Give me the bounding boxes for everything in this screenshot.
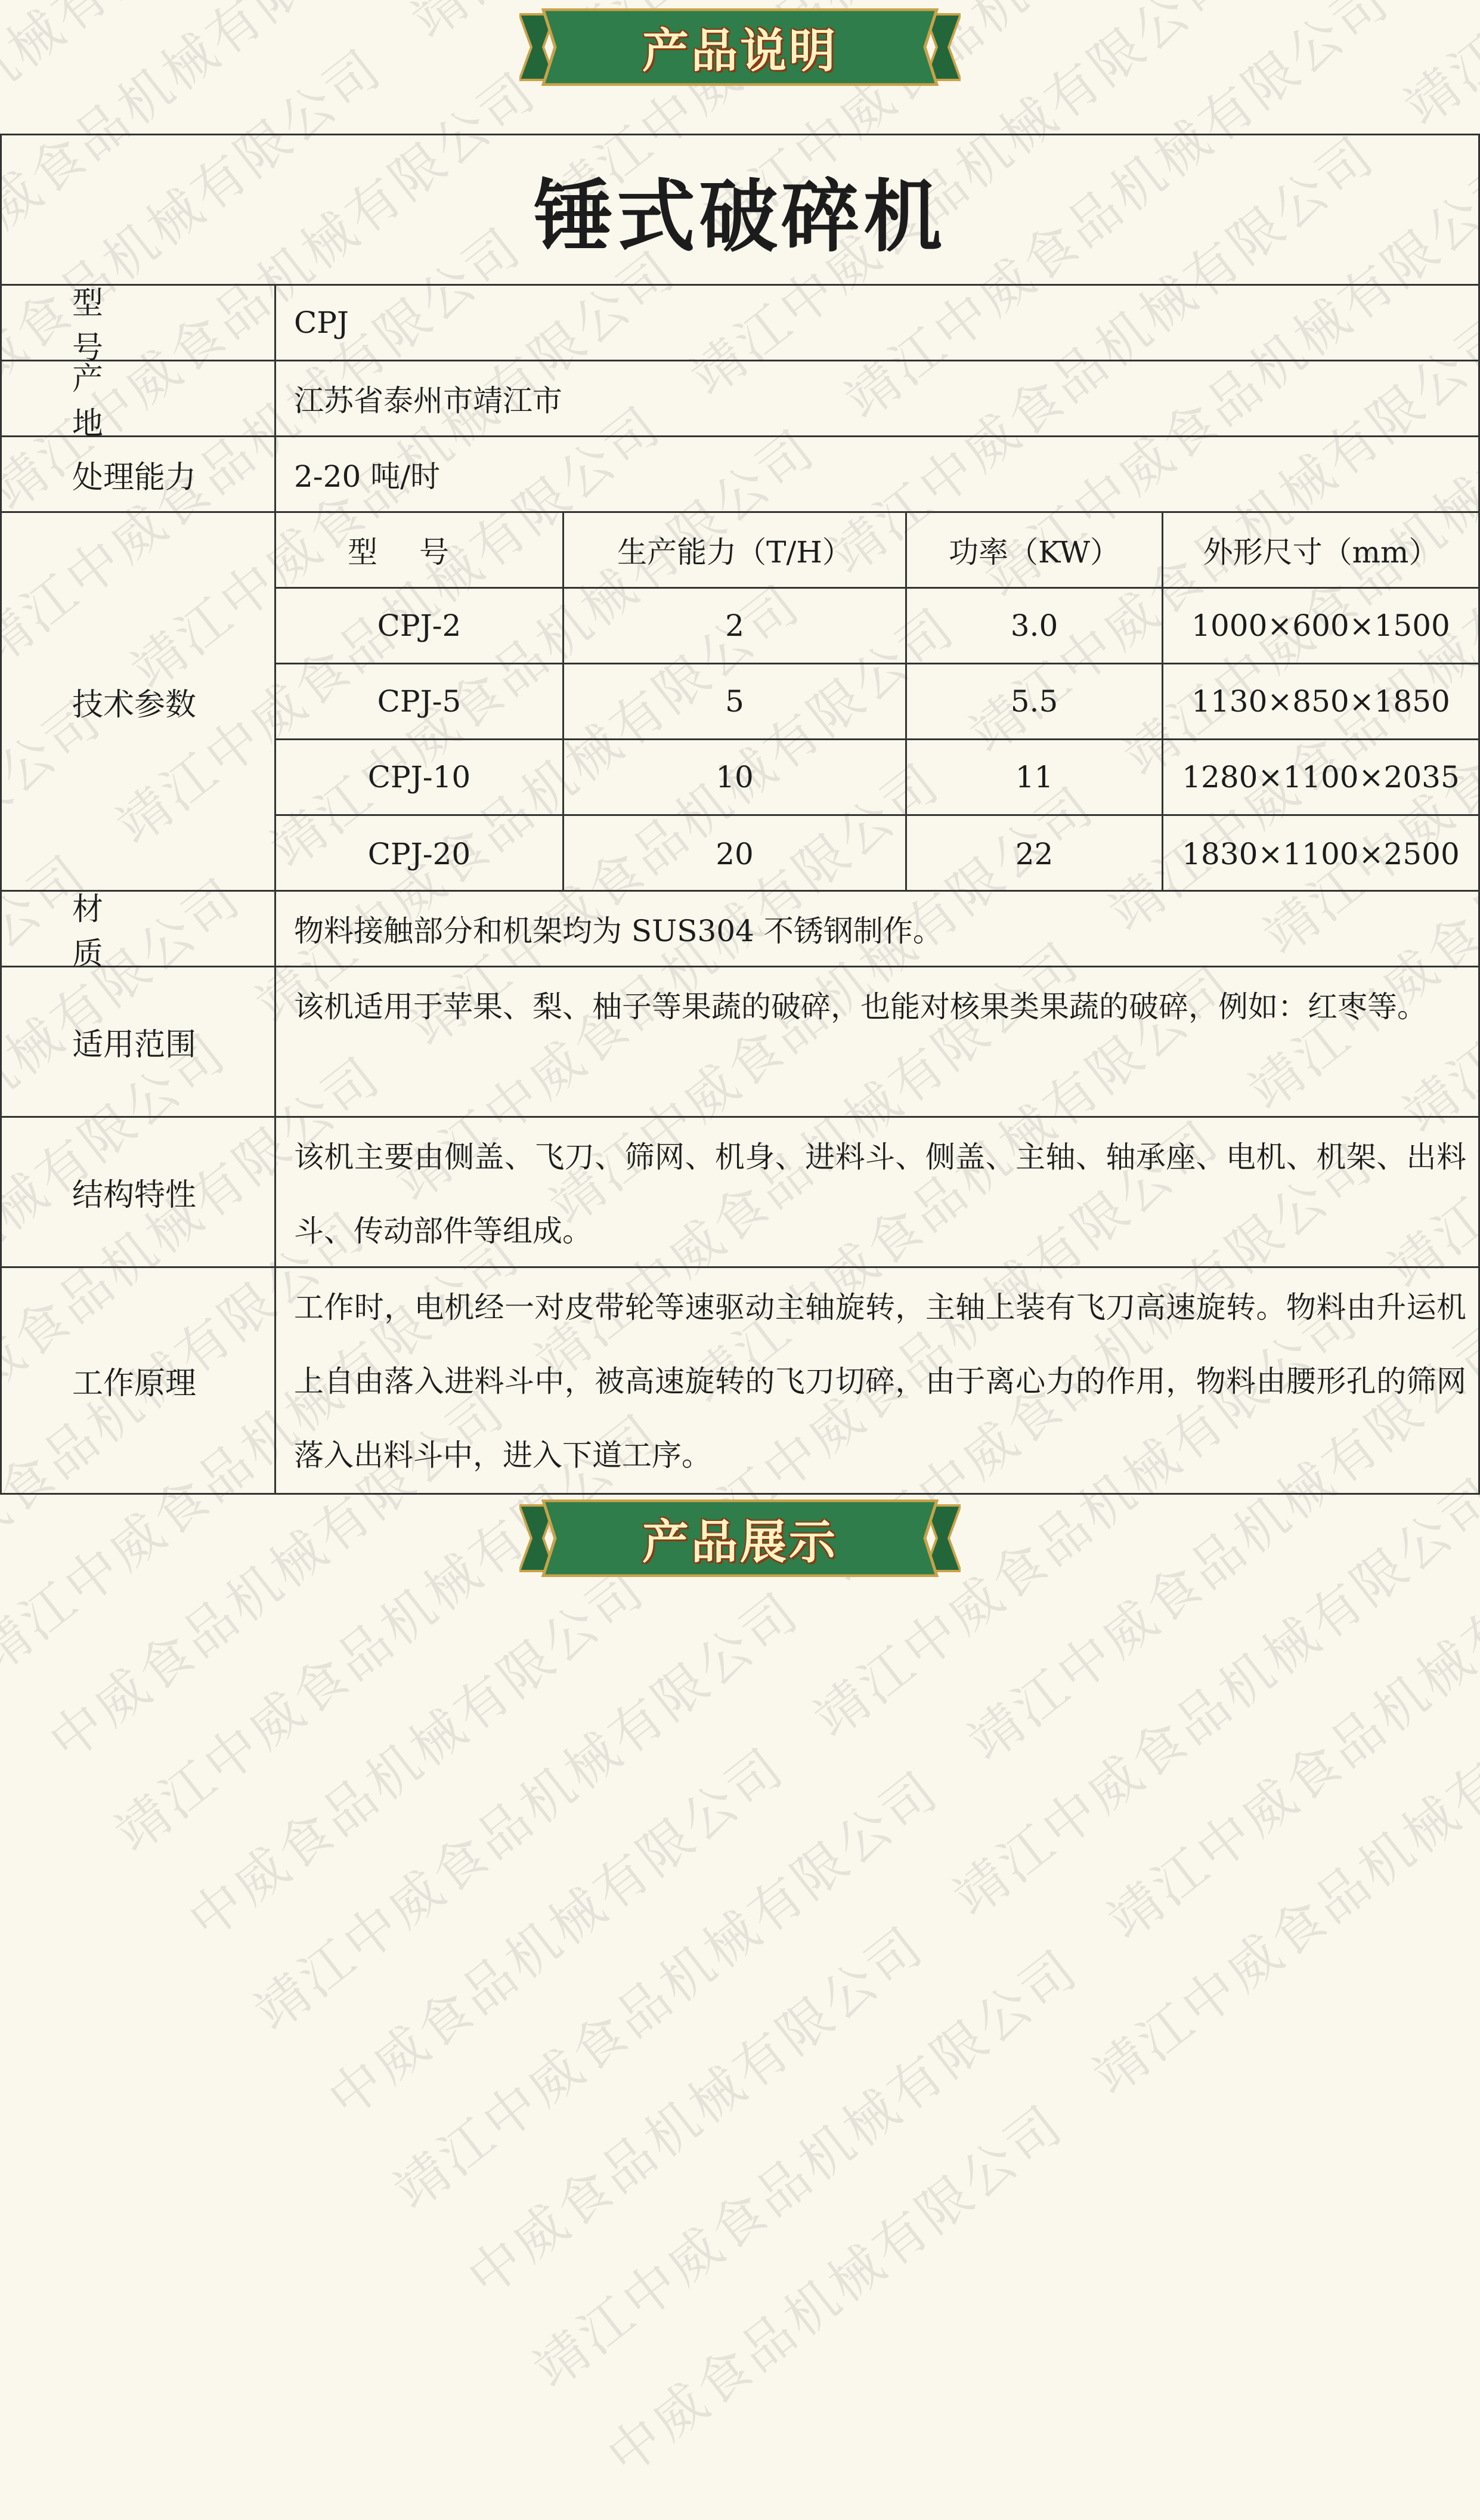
row-label: 型号 <box>2 286 276 360</box>
tech-cell: 5 <box>564 664 907 738</box>
banner-title: 产品展示 <box>519 1499 961 1577</box>
row-value: 该机适用于苹果、梨、柚子等果蔬的破碎，也能对核果类果蔬的破碎，例如：红枣等。 <box>276 967 1478 1116</box>
watermark-text: 靖江中威食品机械有限公司 靖江中威食品机械有限公司 <box>492 1026 1480 2520</box>
tech-cell: 1830×1100×2500 <box>1163 816 1478 892</box>
watermark-text: 靖江中威食品机械有限公司 靖江中威食品机械有限公司 靖江中威食品机械有限公司 <box>228 579 1480 2064</box>
watermark-text: 靖江中威食品机械有限公司 靖江中威食品机械有限公司 靖江中威食品机械有限公司 <box>0 311 1480 1862</box>
row-value: 江苏省泰州市靖江市 <box>276 361 1478 435</box>
tech-cell: 22 <box>907 816 1163 892</box>
tech-cell: CPJ-20 <box>276 816 564 892</box>
row-label: 处理能力 <box>2 437 276 511</box>
tech-cell: 1000×600×1500 <box>1163 589 1478 663</box>
tech-cell: 1280×1100×2035 <box>1163 740 1478 814</box>
tech-header-cell: 生产能力（T/H） <box>564 513 907 587</box>
banner-title: 产品说明 <box>519 8 961 86</box>
watermark-text: 靖江中威食品机械有限公司 靖江中威食品机械有限公司 <box>646 1115 1480 2519</box>
tech-header-cell: 功率（KW） <box>907 513 1163 587</box>
tech-cell: 1130×850×1850 <box>1163 664 1478 738</box>
watermark-text: 靖江中威食品机械有限公司 靖江中威食品机械有限公司 靖江中威食品机械有限公司 <box>73 490 1480 2040</box>
tech-cell: CPJ-5 <box>276 664 564 738</box>
row-label: 结构特性 <box>2 1118 276 1266</box>
row-value: 工作时，电机经一对皮带轮等速驱动主轴旋转，主轴上装有飞刀高速旋转。物料由升运机上自由落入进料斗中，被高速旋转的飞刀切碎，由于离心力的作用，物料由腰形孔的筛网落入出料斗中，进入下道工序。 <box>276 1268 1478 1493</box>
tech-header-cell: 型号 <box>276 513 564 587</box>
watermark-text: 靖江中威食品机械有限公司 靖江中威食品机械有限公司 <box>352 847 1480 2398</box>
tech-cell: 5.5 <box>907 664 1163 738</box>
row-label: 材质 <box>2 892 276 966</box>
watermark-text: 靖江中威食品机械有限公司 靖江中威食品机械有限公司 <box>506 936 1480 2421</box>
tech-cell: 10 <box>564 740 907 814</box>
tech-header-cell: 外形尺寸（mm） <box>1163 513 1478 587</box>
watermark-text: 靖江中威食品机械有限公司 靖江中威食品机械有限公司 <box>367 757 1480 2242</box>
row-label: 产地 <box>2 361 276 435</box>
tech-cell: 2 <box>564 589 907 663</box>
tech-cell: CPJ-10 <box>276 740 564 814</box>
row-label: 适用范围 <box>2 967 276 1116</box>
tech-cell: CPJ-2 <box>276 589 564 663</box>
tech-cell: 3.0 <box>907 589 1163 663</box>
row-value: 物料接触部分和机架均为 SUS304 不锈钢制作。 <box>276 892 1478 966</box>
watermark-text: 靖江中威食品机械有限公司 靖江中威食品机械有限公司 靖江中威食品机械有限公司 <box>213 669 1480 2219</box>
row-label: 技术参数 <box>2 513 276 890</box>
watermark-text: 靖江中威食品机械有限公司 靖江中威食品机械有限公司 靖江中威食品机械有限公司 <box>88 401 1480 1885</box>
row-value: CPJ <box>276 286 1478 360</box>
page-title: 锤式破碎机 <box>2 135 1478 286</box>
tech-cell: 20 <box>564 816 907 892</box>
row-value: 该机主要由侧盖、飞刀、筛网、机身、进料斗、侧盖、主轴、轴承座、电机、机架、出料斗、传动部件等组成。 <box>276 1118 1478 1266</box>
row-value: 2-20 吨/时 <box>276 437 1478 511</box>
watermark-text: 靖江中威食品机械有限公司 靖江中威食品机械有限公司 <box>631 1204 1480 2520</box>
row-label: 工作原理 <box>2 1268 276 1493</box>
tech-cell: 11 <box>907 740 1163 814</box>
